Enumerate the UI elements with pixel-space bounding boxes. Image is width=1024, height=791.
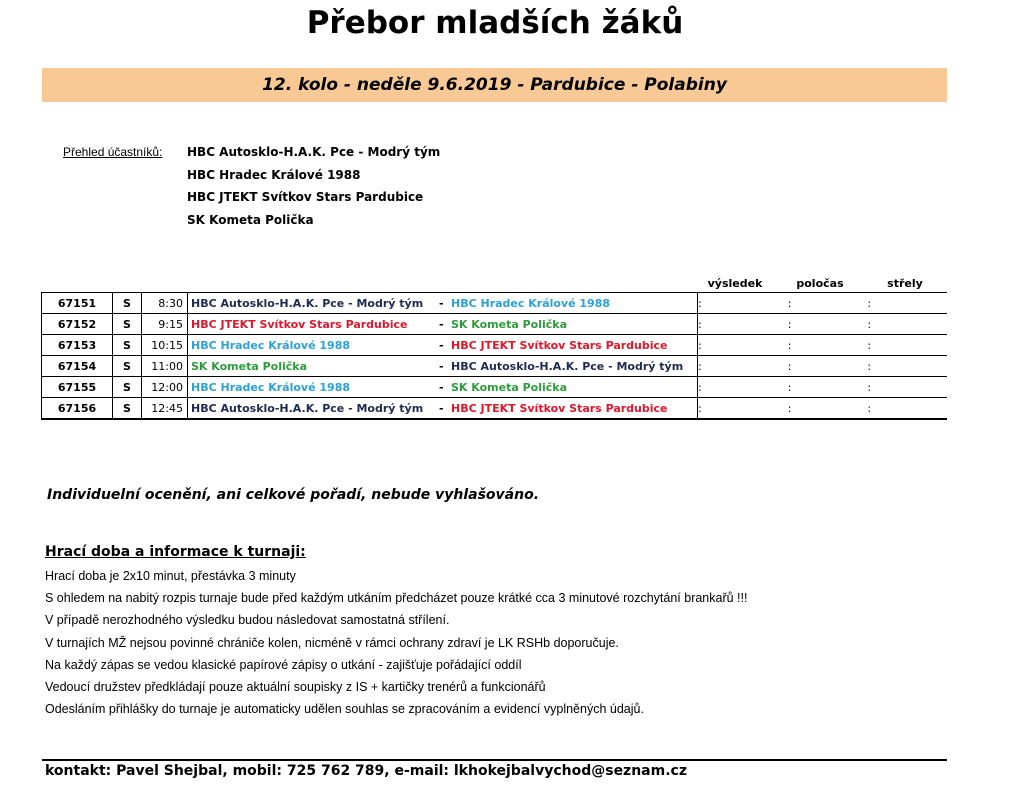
info-line: Vedoucí družstev předkládají pouze aktuální soupisky z IS + kartičky trenérů a funkcionářů — [45, 679, 546, 694]
info-line: S ohledem na nabitý rozpis turnaje bude před každým utkáním předcházet pouze krátké cca 3 minutové rozchytání brankařů !!! — [45, 591, 748, 606]
table-row — [42, 377, 948, 398]
result-cell: : — [698, 335, 788, 356]
team-separator: - — [439, 356, 449, 377]
info-heading: Hrací doba a informace k turnaji: — [45, 544, 306, 560]
result-cell: : — [698, 377, 788, 398]
home-team: HBC JTEKT Svítkov Stars Pardubice — [188, 314, 440, 335]
halftime-cell: : — [788, 335, 868, 356]
round-banner: 12. kolo - neděle 9.6.2019 - Pardubice - Polabiny — [42, 68, 947, 102]
team-separator: - — [439, 314, 449, 335]
match-time: 10:15 — [142, 335, 188, 356]
away-team: HBC Hradec Králové 1988 — [449, 293, 698, 314]
match-time: 12:00 — [142, 377, 188, 398]
home-team: HBC Hradec Králové 1988 — [188, 377, 440, 398]
match-number: 67156 — [42, 398, 113, 420]
team-separator: - — [439, 335, 449, 356]
halftime-cell: : — [788, 293, 868, 314]
table-row — [42, 335, 948, 356]
shots-cell: : — [867, 335, 947, 356]
info-line: V turnajích MŽ nejsou povinné chrániče kolen, nicméně v rámci ochrany zdraví je LK RSHb doporučuje. — [45, 635, 619, 650]
info-line: Hrací doba je 2x10 minut, přestávka 3 minuty — [45, 569, 296, 583]
category: S — [113, 356, 142, 377]
category: S — [113, 398, 142, 420]
participant-item: SK Kometa Polička — [187, 212, 314, 227]
participants-label: Přehled účastníků: — [63, 145, 163, 159]
away-team: HBC JTEKT Svítkov Stars Pardubice — [449, 398, 698, 420]
shots-cell: : — [867, 377, 947, 398]
team-separator: - — [439, 377, 449, 398]
category: S — [113, 377, 142, 398]
shots-cell: : — [867, 293, 947, 314]
match-number: 67151 — [42, 293, 113, 314]
table-row — [42, 398, 948, 420]
column-header-shots: střely — [887, 277, 923, 290]
result-cell: : — [698, 356, 788, 377]
match-time: 8:30 — [142, 293, 188, 314]
contact-info: kontakt: Pavel Shejbal, mobil: 725 762 789, e-mail: lkhokejbalvychod@seznam.cz — [45, 763, 687, 779]
match-time: 12:45 — [142, 398, 188, 420]
away-team: SK Kometa Polička — [449, 314, 698, 335]
match-time: 11:00 — [142, 356, 188, 377]
info-line: V případě nerozhodného výsledku budou následovat samostatná střílení. — [45, 613, 450, 628]
team-separator: - — [439, 398, 449, 420]
participant-item: HBC JTEKT Svítkov Stars Pardubice — [187, 190, 424, 204]
result-cell: : — [698, 293, 788, 314]
shots-cell: : — [867, 398, 947, 420]
participant-item: HBC Hradec Králové 1988 — [187, 167, 361, 182]
shots-cell: : — [867, 356, 947, 377]
home-team: HBC Hradec Králové 1988 — [188, 335, 440, 356]
match-number: 67154 — [42, 356, 113, 377]
home-team: SK Kometa Polička — [188, 356, 440, 377]
category: S — [113, 335, 142, 356]
contact-divider — [42, 759, 947, 761]
away-team: HBC JTEKT Svítkov Stars Pardubice — [449, 335, 698, 356]
match-time: 9:15 — [142, 314, 188, 335]
match-number: 67152 — [42, 314, 113, 335]
shots-cell: : — [867, 314, 947, 335]
table-row — [42, 356, 948, 377]
halftime-cell: : — [788, 398, 868, 420]
page-title: Přebor mladších žáků — [306, 5, 684, 41]
table-row — [42, 314, 948, 335]
info-line: Odesláním přihlášky do turnaje je automaticky udělen souhlas se zpracováním a evidencí vyplněných údajů. — [45, 702, 644, 717]
category: S — [113, 314, 142, 335]
away-team: SK Kometa Polička — [449, 377, 698, 398]
halftime-cell: : — [788, 356, 868, 377]
schedule-table — [41, 292, 947, 420]
match-number: 67153 — [42, 335, 113, 356]
away-team: HBC Autosklo-H.A.K. Pce - Modrý tým — [449, 356, 698, 377]
column-header-half: poločas — [796, 277, 844, 290]
home-team: HBC Autosklo-H.A.K. Pce - Modrý tým — [188, 398, 440, 420]
team-separator: - — [439, 293, 449, 314]
halftime-cell: : — [788, 377, 868, 398]
table-row — [42, 293, 948, 314]
column-header-result: výsledek — [707, 277, 763, 290]
participants-list — [187, 143, 440, 233]
category: S — [113, 293, 142, 314]
halftime-cell: : — [788, 314, 868, 335]
participant-item: HBC Autosklo-H.A.K. Pce - Modrý tým — [187, 145, 441, 159]
info-list — [45, 566, 747, 721]
result-cell: : — [698, 314, 788, 335]
match-number: 67155 — [42, 377, 113, 398]
result-cell: : — [698, 398, 788, 420]
home-team: HBC Autosklo-H.A.K. Pce - Modrý tým — [188, 293, 440, 314]
info-line: Na každý zápas se vedou klasické papírové zápisy o utkání - zajišťuje pořádající oddíl — [45, 657, 522, 672]
awards-note: Individuelní ocenění, ani celkové pořadí, nebude vyhlašováno. — [47, 487, 540, 503]
